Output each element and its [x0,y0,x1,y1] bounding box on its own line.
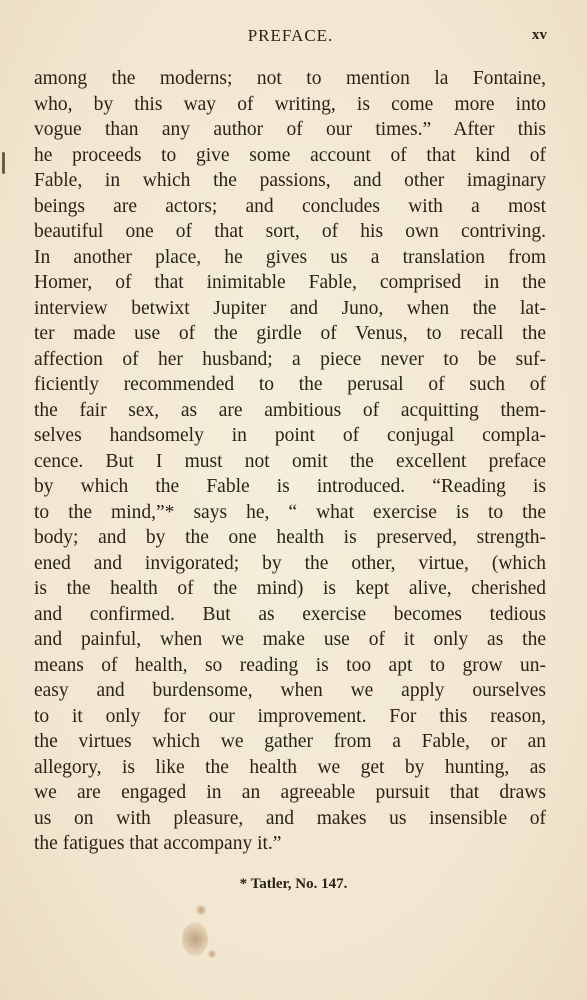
text-line: ficiently recommended to the perusal of such of [34,374,546,395]
text-line: selves handsomely in point of conjugal compla- [34,425,546,446]
margin-mark [2,152,5,174]
text-line: body; and by the one health is preserved, strength- [34,527,546,548]
text-line: allegory, is like the health we get by hunting, as [34,756,546,778]
text-line: ened and invigorated; by the other, virtue, (which [34,552,546,574]
text-line: beautiful one of that sort, of his own contriving. [34,221,546,242]
text-line: and confirmed. But as exercise becomes tedious [34,603,546,625]
text-line: Homer, of that inimitable Fable, comprised in the [34,272,546,293]
footnote: * Tatler, No. 147. [239,876,348,892]
text-line: the virtues which we gather from a Fable, or an [34,731,546,752]
text-line: who, by this way of writing, is come more into [34,93,546,115]
text-line: cence. But I must not omit the excellent preface [34,450,546,472]
running-title: PREFACE. [247,26,334,45]
text-line: is the health of the mind) is kept alive, cherished [34,578,546,599]
foxing-stain [208,950,216,958]
text-line: by which the Fable is introduced. “Reading is [34,476,546,497]
text-line: affection of her husband; a piece never to be suf- [34,348,546,370]
body-text [34,66,546,857]
text-line: interview betwixt Jupiter and Juno, when the lat- [34,297,546,319]
foxing-stain [196,905,206,915]
text-line: the fatigues that accompany it.” [34,833,282,854]
text-line: to it only for our improvement. For this reason, [34,705,546,727]
text-line: ter made use of the girdle of Venus, to recall the [34,323,546,344]
text-line: easy and burdensome, when we apply ourselves [34,680,546,701]
text-line: In another place, he gives us a translation from [34,246,546,268]
text-line: us on with pleasure, and makes us insensible of [34,807,546,829]
page-header [34,26,547,50]
text-line: vogue than any author of our times.” After this [34,119,546,140]
text-line: to the mind,”* says he, “ what exercise is to the [34,501,546,523]
text-line: Fable, in which the passions, and other imaginary [34,170,546,191]
text-line: beings are actors; and concludes with a most [34,195,546,217]
text-line: and painful, when we make use of it only as the [34,629,546,650]
foxing-stain [182,922,208,956]
text-line: the fair sex, as are ambitious of acquitting them- [34,399,546,421]
page-number: xv [532,27,547,43]
text-line: he proceeds to give some account of that kind of [34,144,546,166]
text-line: among the moderns; not to mention la Fontaine, [34,68,546,89]
text-line: means of health, so reading is too apt to grow un- [34,654,546,676]
text-line: we are engaged in an agreeable pursuit that draws [34,782,546,803]
